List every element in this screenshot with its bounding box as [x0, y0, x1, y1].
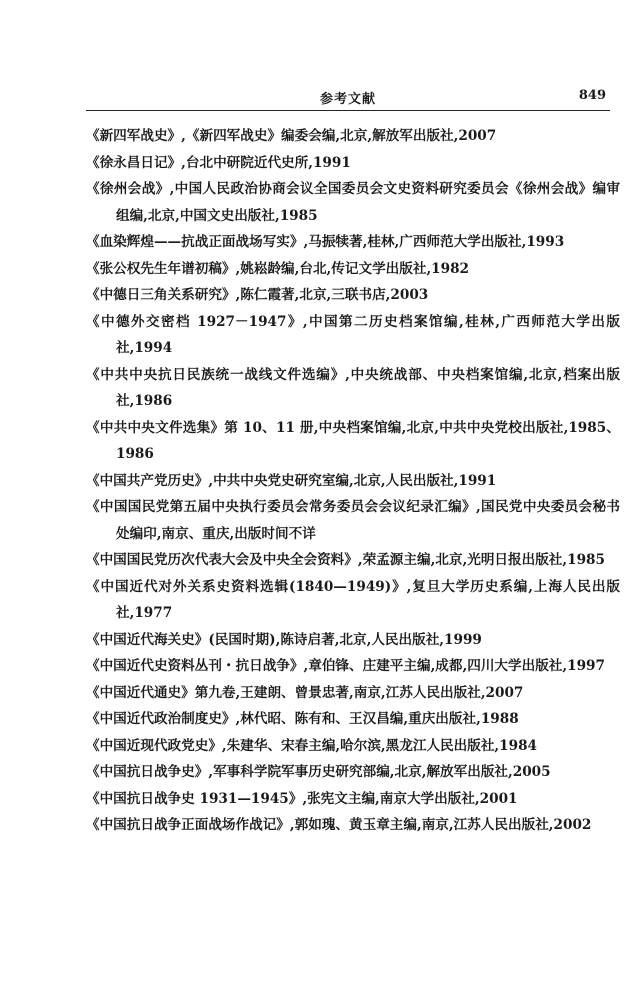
reference-entry: 《中国近代海关史》(民国时期),陈诗启著,北京,人民出版社,1999: [86, 631, 482, 648]
reference-entry: 《中共中央文件选集》第 10、11 册,中央档案馆编,北京,中共中央党校出版社,1985、1986: [86, 419, 620, 462]
reference-list: [86, 123, 620, 839]
reference-entry: 《中国抗日战争正面战场作战记》,郭如瑰、黄玉章主编,南京,江苏人民出版社,2002: [86, 817, 592, 833]
reference-entry: 《中国国民党第五届中央执行委员会常务委员会会议纪录汇编》,国民党中央委员会秘书处编印,南京、重庆,出版时间不详: [86, 499, 620, 542]
reference-entry: 《中国近现代政党史》,朱建华、宋春主编,哈尔滨,黑龙江人民出版社,1984: [86, 737, 537, 754]
reference-entry: 《中德日三角关系研究》,陈仁霞著,北京,三联书店,2003: [86, 287, 429, 303]
reference-entry: 《中国近代通史》第九卷,王建朗、曾景忠著,南京,江苏人民出版社,2007: [86, 684, 524, 701]
reference-entry: 《中国抗日战争史》,军事科学院军事历史研究部编,北京,解放军出版社,2005: [86, 764, 551, 780]
reference-entry: 《中共中央抗日民族统一战线文件选编》,中央统战部、中央档案馆编,北京,档案出版社,1986: [86, 366, 620, 409]
reference-entry: 《中国近代政治制度史》,林代昭、陈有和、王汉昌编,重庆出版社,1988: [86, 711, 519, 727]
reference-entry: 《中国近代对外关系史资料选辑(1840—1949)》,复旦大学历史系编,上海人民出版社,1977: [86, 578, 620, 621]
reference-entry: 《张公权先生年谱初稿》,姚崧龄编,台北,传记文学出版社,1982: [86, 260, 470, 277]
running-header: [86, 86, 610, 111]
header-title: 参考文献: [319, 92, 376, 107]
reference-entry: 《徐永昌日记》,台北中研院近代史所,1991: [86, 154, 351, 171]
reference-entry: 《中国近代史资料丛刊・抗日战争》,章伯锋、庄建平主编,成都,四川大学出版社,1997: [86, 658, 605, 674]
page-number: 849: [578, 88, 606, 103]
reference-entry: 《中国国民党历次代表大会及中央全会资料》,荣孟源主编,北京,光明日报出版社,1985: [86, 552, 605, 568]
reference-entry: 《血染辉煌——抗战正面战场写实》,马振犊著,桂林,广西师范大学出版社,1993: [86, 234, 565, 250]
reference-entry: 《徐州会战》,中国人民政治协商会议全国委员会文史资料研究委员会《徐州会战》编审组编,北京,中国文史出版社,1985: [86, 181, 620, 224]
reference-entry: 《中国共产党历史》,中共中央党史研究室编,北京,人民出版社,1991: [86, 472, 497, 489]
reference-entry: 《中德外交密档 1927－1947》,中国第二历史档案馆编,桂林,广西师范大学出版社,1994: [86, 313, 620, 356]
reference-entry: 《中国抗日战争史 1931—1945》,张宪文主编,南京大学出版社,2001: [86, 790, 518, 807]
reference-entry: 《新四军战史》,《新四军战史》编委会编,北京,解放军出版社,2007: [86, 128, 497, 144]
